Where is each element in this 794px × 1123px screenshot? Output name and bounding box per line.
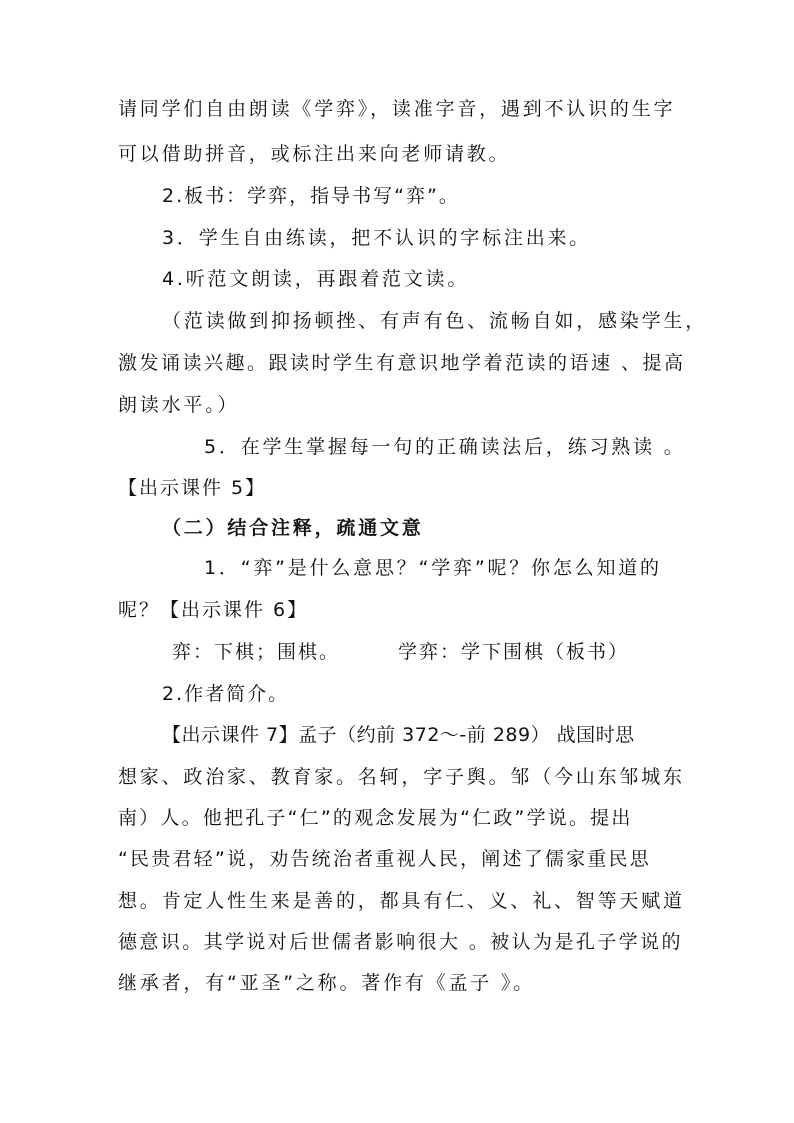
- text-line: 想家、政治家、教育家。名轲，字子舆。邹（今山东邹城东: [118, 766, 685, 788]
- text-line: 可以借助拼音，或标注出来向老师请教。: [118, 143, 511, 165]
- text-line: 3．学生自由练读，把不认识的字标注出来。: [162, 227, 592, 249]
- text-line: 弈：下棋；围棋。: [172, 641, 341, 663]
- text-line: 2.板书：学弈，指导书写“弈”。: [162, 185, 460, 207]
- section-heading: （二）结合注释，疏通文意: [162, 517, 424, 539]
- text-line: “民贵君轻”说，劝告统治者重视人民，阐述了儒家重民思: [118, 848, 651, 870]
- text-line: 南）人。他把孔子“仁”的观念发展为“仁政”学说。提出: [118, 807, 633, 829]
- text-line: 5．在学生掌握每一句的正确读法后，练习熟读 。: [204, 436, 686, 458]
- text-line: 激发诵读兴趣。跟读时学生有意识地学着范读的语速 、提高: [118, 352, 686, 374]
- text-line: 德意识。其学说对后世儒者影响很大 。被认为是孔子学说的: [118, 931, 683, 953]
- text-line: （范读做到抑扬顿挫、有声有色、流畅自如，感染学生，: [162, 310, 708, 332]
- text-line: 呢？【出示课件 6】: [118, 599, 309, 621]
- text-line: 请同学们自由朗读《学弈》，读准字音，遇到不认识的生字: [118, 98, 676, 120]
- text-line: 【出示课件 5】: [118, 477, 267, 499]
- text-line: 继承者，有“亚圣”之称。著作有《孟子 》。: [118, 972, 536, 994]
- text-line: 1．“弈”是什么意思？“学弈”呢？你怎么知道的: [204, 557, 662, 579]
- text-line: 想。肯定人性生来是善的，都具有仁、义、礼、智等天赋道: [118, 890, 685, 912]
- text-line: 4.听范文朗读，再跟着范文读。: [162, 268, 470, 290]
- text-line: 【出示课件 7】孟子（约前 372～-前 289） 战国时思: [162, 724, 635, 746]
- text-line: 学弈：学下围棋（板书）: [398, 641, 630, 663]
- text-line: 朗读水平。）: [118, 394, 240, 416]
- text-line: 2.作者简介。: [162, 683, 290, 705]
